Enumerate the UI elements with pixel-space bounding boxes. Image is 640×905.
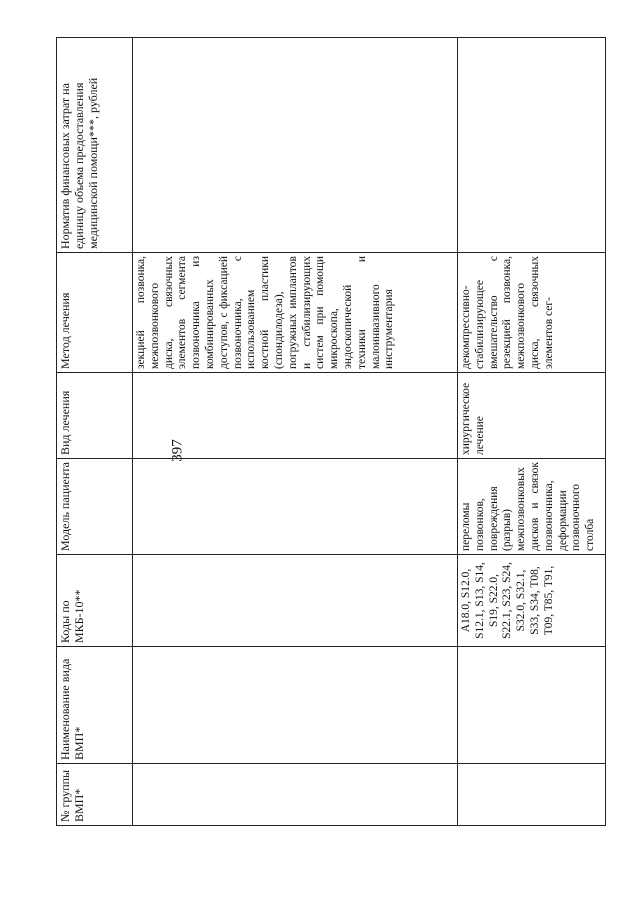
cell-method: декомпрессивно-стабилизирующее вмешательство с резекцией позвонка, межпозвонкового диска, связочных элементов сег-	[458, 253, 606, 373]
cell-model	[133, 459, 458, 555]
rotated-table-container	[56, 38, 606, 826]
header-name: Наименование вида ВМП*	[57, 647, 133, 764]
cell-name	[458, 647, 606, 764]
header-row	[57, 38, 133, 826]
header-group: № группы ВМП*	[57, 764, 133, 826]
table-row	[458, 38, 606, 826]
cell-treatment-type	[133, 373, 458, 459]
header-model: Модель пациента	[57, 459, 133, 555]
cell-method: зекцией позвонка, межпозвонкового диска, связочных элементов сегмента позвоночника из комбинированных доступов, с фиксацией позвоночника, с использованием костной пластики (спондилодеза), погружных имплантов и стабилизирующих систем при помощи микроскопа, эндоскопической техники и малоинвазивного инструментария	[133, 253, 458, 373]
header-cost: Норматив финансовых затрат на единицу объема предоставления медицинской помощи***, рублей	[57, 38, 133, 253]
cell-model: переломы позвонков, повреждения (разрыв) межпозвонковых дисков и связок позвоночника, деформации позвоночного столба	[458, 459, 606, 555]
cell-cost	[133, 38, 458, 253]
cell-cost	[458, 38, 606, 253]
cell-codes	[133, 555, 458, 647]
table-row	[133, 38, 458, 826]
cell-codes: A18.0, S12.0, S12.1, S13, S14, S19, S22.0, S22.1, S23, S24, S32.0, S32.1, S33, S34, T08, T09, T85, T91,	[458, 555, 606, 647]
cell-group	[133, 764, 458, 826]
header-method: Метод лечения	[57, 253, 133, 373]
page-number: 397	[169, 439, 186, 462]
cell-name	[133, 647, 458, 764]
header-codes: Коды по МКБ-10**	[57, 555, 133, 647]
header-treatment-type: Вид лечения	[57, 373, 133, 459]
cell-treatment-type: хирургическое лечение	[458, 373, 606, 459]
vmp-table	[56, 37, 606, 826]
cell-group	[458, 764, 606, 826]
